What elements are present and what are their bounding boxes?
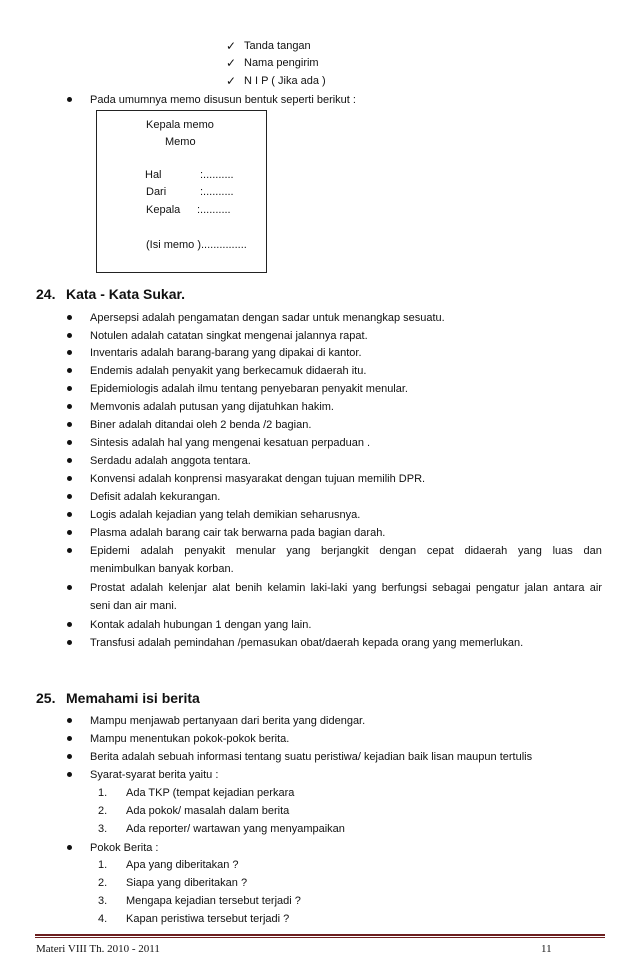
- list-item: Sintesis adalah hal yang mengenai kesatuan perpaduan .: [90, 437, 371, 449]
- footer-divider-thin: [35, 937, 605, 938]
- memo-hal-value: :..........: [200, 169, 234, 181]
- numbered-item: Mengapa kejadian tersebut terjadi ?: [126, 895, 301, 907]
- numbered-item-number: 2.: [98, 805, 108, 817]
- bullet-icon: [67, 97, 72, 102]
- numbered-item-number: 1.: [98, 787, 108, 799]
- bullet-icon: [67, 754, 72, 759]
- bullet-icon: [67, 350, 72, 355]
- memo-subheading: Memo: [165, 136, 196, 148]
- bullet-icon: [67, 512, 72, 517]
- list-item: Mampu menentukan pokok-pokok berita.: [90, 733, 290, 745]
- checklist-item: Nama pengirim: [244, 57, 319, 69]
- checklist-item: Tanda tangan: [244, 40, 311, 52]
- bullet-icon: [67, 718, 72, 723]
- list-item: Plasma adalah barang cair tak berwarna pada bagian darah.: [90, 527, 386, 539]
- bullet-icon: [67, 640, 72, 645]
- list-item-continuation: seni dan air mani.: [90, 600, 177, 612]
- numbered-item-number: 3.: [98, 823, 108, 835]
- numbered-item-number: 4.: [98, 913, 108, 925]
- numbered-item: Ada reporter/ wartawan yang menyampaikan: [126, 823, 345, 835]
- memo-hal-label: Hal: [145, 169, 162, 181]
- section-number: 24.: [36, 286, 56, 302]
- memo-body: (Isi memo )...............: [146, 239, 247, 251]
- list-item: Mampu menjawab pertanyaan dari berita yang didengar.: [90, 715, 366, 727]
- bullet-icon: [67, 422, 72, 427]
- list-item-prostat: Prostat adalah kelenjar alat benih kelamin laki-laki yang berfungsi sebagai pengatur jalan antara air: [90, 582, 602, 594]
- list-item: Notulen adalah catatan singkat mengenai jalannya rapat.: [90, 330, 368, 342]
- list-item: Pokok Berita :: [90, 842, 159, 854]
- checklist-item: N I P ( Jika ada ): [244, 75, 326, 87]
- bullet-icon: [67, 622, 72, 627]
- list-item: Konvensi adalah konprensi masyarakat dengan tujuan memilih DPR.: [90, 473, 426, 485]
- list-item-epidemi: Epidemi adalah penyakit menular yang berjangkit dengan cepat didaerah yang luas dan: [90, 545, 602, 557]
- bullet-icon: [67, 494, 72, 499]
- list-item: Logis adalah kejadian yang telah demikian seharusnya.: [90, 509, 361, 521]
- footer-text: Materi VIII Th. 2010 - 2011: [36, 943, 160, 955]
- footer-divider: [35, 934, 605, 936]
- section-title: Kata - Kata Sukar.: [66, 286, 186, 302]
- bullet-icon: [67, 476, 72, 481]
- section-number: 25.: [36, 690, 56, 706]
- page-number: 11: [541, 943, 552, 955]
- bullet-icon: [67, 845, 72, 850]
- bullet-icon: [67, 530, 72, 535]
- numbered-item: Apa yang diberitakan ?: [126, 859, 239, 871]
- section-title: Memahami isi berita: [66, 690, 200, 706]
- numbered-item: Kapan peristiwa tersebut terjadi ?: [126, 913, 290, 925]
- numbered-item-number: 1.: [98, 859, 108, 871]
- list-item: Endemis adalah penyakit yang berkecamuk didaerah itu.: [90, 365, 367, 377]
- list-item: Epidemiologis adalah ilmu tentang penyebaran penyakit menular.: [90, 383, 408, 395]
- bullet-icon: [67, 548, 72, 553]
- list-item: Berita adalah sebuah informasi tentang suatu peristiwa/ kejadian baik lisan maupun tertulis: [90, 751, 533, 763]
- bullet-icon: [67, 585, 72, 590]
- bullet-icon: [67, 440, 72, 445]
- numbered-item: Ada pokok/ masalah dalam berita: [126, 805, 290, 817]
- numbered-item-number: 2.: [98, 877, 108, 889]
- list-item: Serdadu adalah anggota tentara.: [90, 455, 251, 467]
- bullet-icon: [67, 458, 72, 463]
- list-item: Defisit adalah kekurangan.: [90, 491, 221, 503]
- memo-heading: Kepala memo: [146, 119, 214, 131]
- memo-dari-label: Dari: [146, 186, 167, 198]
- list-item: Memvonis adalah putusan yang dijatuhkan hakim.: [90, 401, 334, 413]
- list-item: Transfusi adalah pemindahan /pemasukan obat/daerah kepada orang yang memerlukan.: [90, 637, 524, 649]
- list-item: Biner adalah ditandai oleh 2 benda /2 bagian.: [90, 419, 312, 431]
- bullet-icon: [67, 333, 72, 338]
- bullet-icon: [67, 368, 72, 373]
- bullet-icon: [67, 315, 72, 320]
- bullet-icon: [67, 404, 72, 409]
- list-item-continuation: menimbulkan banyak korban.: [90, 563, 234, 575]
- bullet-icon: [67, 772, 72, 777]
- bullet-icon: [67, 386, 72, 391]
- numbered-item: Siapa yang diberitakan ?: [126, 877, 248, 889]
- memo-dari-value: :..........: [200, 186, 234, 198]
- checkmark-icon: ✓: [226, 74, 237, 88]
- checkmark-icon: ✓: [226, 39, 237, 53]
- list-item: Apersepsi adalah pengamatan dengan sadar untuk menangkap sesuatu.: [90, 312, 445, 324]
- bullet-icon: [67, 736, 72, 741]
- list-item: Inventaris adalah barang-barang yang dipakai di kantor.: [90, 347, 362, 359]
- checkmark-icon: ✓: [226, 56, 237, 70]
- memo-kepala-label: Kepala: [146, 204, 181, 216]
- list-item: Kontak adalah hubungan 1 dengan yang lain.: [90, 619, 312, 631]
- numbered-item-number: 3.: [98, 895, 108, 907]
- numbered-item: Ada TKP (tempat kejadian perkara: [126, 787, 295, 799]
- memo-intro: Pada umumnya memo disusun bentuk seperti berikut :: [90, 94, 356, 106]
- memo-kepala-value: :..........: [197, 204, 231, 216]
- list-item: Syarat-syarat berita yaitu :: [90, 769, 219, 781]
